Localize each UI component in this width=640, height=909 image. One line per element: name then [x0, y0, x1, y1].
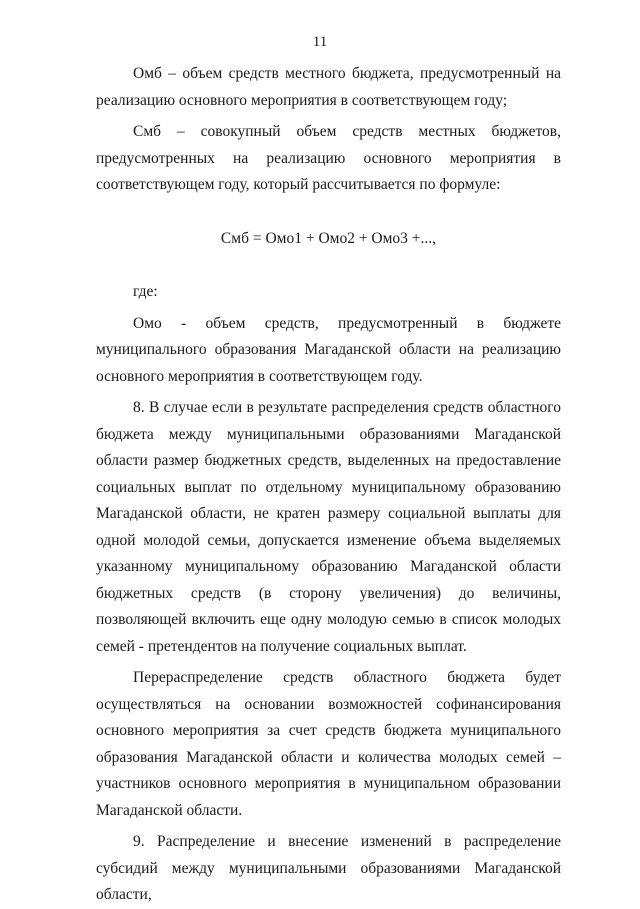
formula: Смб = Омо1 + Омо2 + Омо3 +...,: [220, 229, 437, 247]
paragraph-smb: Смб – совокупный объем средств местных бюджетов, предусмотренных на реализацию основного мероприятия в соответствующем году, который рассчитывается по формуле:: [96, 123, 561, 193]
paragraph-omo: Омо - объем средств, предусмотренный в бюджете муниципального образования Магаданской области на реализацию основного мероприятия в соответствующем году.: [96, 314, 561, 385]
paragraph-9: 9. Распределение и внесение изменений в распределение субсидий между муниципальными образованиями Магаданской области,: [96, 833, 561, 903]
paragraph-omb: Омб – объем средств местного бюджета, предусмотренный на реализацию основного мероприятия в соответствующем году;: [96, 65, 561, 109]
paragraph-redistribution: Перераспределение средств областного бюджета будет осуществляться на основании возможностей софинансирования основного мероприятия за счет средств бюджета муниципального образования Магаданской области и количества молодых семей – участников основного мероприятия в муниципальном образовании Магаданской области.: [96, 669, 561, 819]
paragraph-where: где:: [133, 283, 158, 300]
document-body: [96, 61, 561, 909]
page-number: 11: [312, 34, 328, 50]
paragraph-8: 8. В случае если в результате распределения средств областного бюджета между муниципальными образованиями Магаданской области размер бюджетных средств, выделенных на предоставление социальных выплат по отдельному муниципальному образованию Магаданской области, не кратен размеру социальной выплаты для одной молодой семьи, допускается изменение объема выделяемых указанному муниципальному образованию Магаданской области бюджетных средств (в сторону увеличения) до величины, позволяющей включить еще одну молодую семью в список молодых семей - претендентов на получение социальных выплат.: [96, 399, 561, 655]
